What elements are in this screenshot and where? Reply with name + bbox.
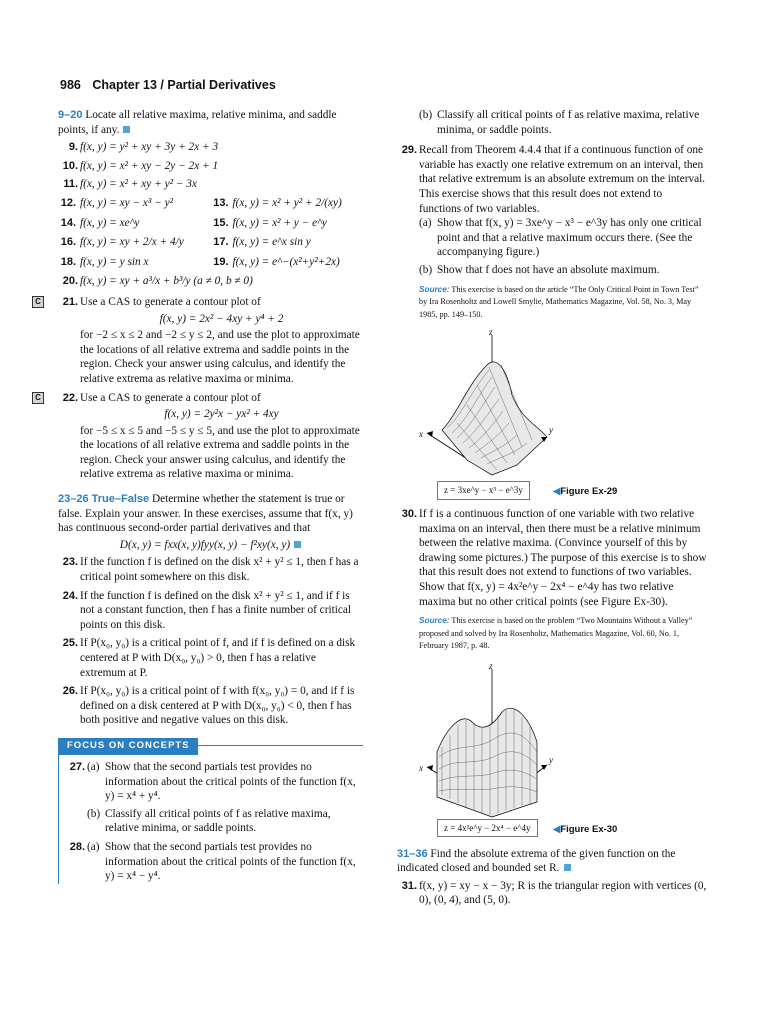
- exercise-number: 16.: [60, 236, 76, 249]
- exercise-text: Show that the second partials test provides no information about the critical points of the function f(x, y) = x⁴ + y⁴.: [105, 760, 356, 803]
- exercise-text: If P(x₀, y₀) is a critical point of f, and if f is defined on a disk centered at P with D(x₀, y₀) > 0, then f has a relative extremum at P.: [80, 637, 356, 679]
- page-number: 986: [60, 78, 81, 92]
- exercise-30: [397, 507, 707, 609]
- exercise-row-14-15: [58, 216, 363, 231]
- z-axis-label: z: [489, 327, 493, 338]
- exercise-21: [35, 295, 363, 387]
- exercise-number: 24.: [62, 589, 78, 602]
- exercise-number: 20.: [62, 275, 78, 288]
- blue-square-icon: [294, 541, 301, 548]
- exercise-equation: f(x, y) = y sin x: [80, 255, 149, 268]
- exercise-text: Classify all critical points of f as relative maxima, relative minima, or saddle points.: [437, 109, 700, 136]
- exercise-text: Classify all critical points of f as relative maxima, relative minima, or saddle points.: [105, 807, 331, 835]
- blue-square-icon: [123, 126, 130, 133]
- focus-on-concepts-box: [58, 738, 363, 884]
- exercise-equation: f(x, y) = xy + 2/x + 4/y: [80, 236, 184, 249]
- exercise-28b: [419, 108, 707, 137]
- exercise-27a: [87, 760, 363, 804]
- source-note-30: [419, 615, 707, 653]
- y-axis-label: y: [549, 754, 553, 765]
- exercise-row-12-13: [58, 196, 363, 211]
- exercise-equation: f(x, y) = x² + xy + y² − 3x: [80, 178, 197, 191]
- exercise-number: 11.: [63, 178, 78, 191]
- figure-equation-label: z = 4x²e^y − 2x⁴ − e^4y: [437, 819, 538, 838]
- exercise-equation: f(x, y) = e^−(x²+y²+2x): [232, 255, 340, 268]
- section-range: 31–36: [397, 847, 428, 860]
- exercise-22: [35, 391, 363, 483]
- exercise-equation: f(x, y) = 2y²x − yx² + 4xy: [164, 408, 279, 421]
- exercise-intro: Use a CAS to generate a contour plot of: [80, 391, 261, 404]
- figure-equation-label: z = 3xe^y − x³ − e^3y: [437, 481, 530, 500]
- exercise-equation: f(x, y) = x² + y² + 2/(xy): [232, 196, 342, 209]
- figure-caption: [553, 485, 617, 500]
- exercise-equation: f(x, y) = y² + xy + 3y + 2x + 3: [80, 141, 219, 154]
- exercise-17: [211, 235, 364, 250]
- exercise-24: [58, 589, 363, 633]
- exercise-number: 23.: [62, 556, 78, 569]
- exercise-20: [58, 274, 363, 289]
- exercise-number: 9.: [68, 141, 78, 154]
- exercise-number: 10.: [62, 159, 78, 172]
- exercise-equation: f(x, y) = xy + a³/x + b³/y (a ≠ 0, b ≠ 0): [80, 275, 253, 288]
- x-axis-label: x: [419, 762, 423, 773]
- left-triangle-icon: ◀: [553, 823, 561, 835]
- section-range: 9–20: [58, 109, 83, 121]
- exercise-equation: f(x, y) = e^x sin y: [232, 236, 311, 249]
- exercise-text: If the function f is defined on the disk x² + y² ≤ 1, then f has a critical point somewhere on this disk.: [80, 556, 359, 584]
- exercise-number: 12.: [60, 196, 76, 209]
- exercise-number: 30.: [401, 508, 417, 521]
- exercise-number: 28.: [69, 840, 85, 853]
- exercise-31: [397, 879, 707, 908]
- exercise-equation: f(x, y) = x² + xy − 2y − 2x + 1: [80, 159, 219, 172]
- exercise-text: for −5 ≤ x ≤ 5 and −5 ≤ y ≤ 5, and use the plot to approximate the locations of all relative extrema and saddle points in the region. Check your answer using calculus, and identify the relative extrema as relative maxima or minima.: [80, 424, 360, 481]
- exercise-equation: f(x, y) = x² + y − e^y: [232, 216, 327, 229]
- exercise-equation: f(x, y) = xy − x³ − y²: [80, 196, 173, 209]
- exercise-12: [58, 196, 211, 211]
- cas-badge-icon: C: [32, 392, 44, 404]
- exercise-number: 19.: [213, 255, 229, 268]
- exercise-18: [58, 255, 211, 270]
- exercise-number: 15.: [213, 216, 229, 229]
- figure-ex-30: [397, 657, 707, 833]
- part-label: (a): [87, 840, 100, 853]
- surface-plot-29: [397, 325, 707, 501]
- exercise-28a: [87, 840, 363, 884]
- exercise-number: 17.: [213, 236, 229, 249]
- exercise-16: [58, 235, 211, 250]
- section-23-26-instructions: [58, 492, 363, 552]
- surface-plot-30: [397, 657, 707, 833]
- figure-ex-29: [397, 325, 707, 501]
- right-column: [397, 108, 707, 912]
- section-9-20-instructions: [58, 108, 363, 137]
- part-label: (b): [419, 263, 433, 276]
- part-label: (a): [419, 217, 432, 230]
- source-note-29: [419, 284, 707, 322]
- exercise-14: [58, 216, 211, 231]
- exercise-row-18-19: [58, 255, 363, 270]
- exercise-number: 27.: [69, 760, 85, 773]
- section-instructions: Locate all relative maxima, relative minima, and saddle points, if any.: [58, 109, 337, 136]
- exercise-29: [397, 143, 707, 277]
- figure-caption-text: Figure Ex-29: [560, 486, 618, 498]
- exercise-19: [211, 255, 364, 270]
- part-label: (a): [87, 760, 100, 773]
- source-text: This exercise is based on the article “The Only Critical Point in Town Test” by Ira Rosenholtz and Lowell Smylie, Mathematics Magazine, Vol. 58, No. 3, May 1985, pp. 149–150.: [419, 284, 699, 319]
- left-column: [35, 108, 363, 888]
- exercise-number: 29.: [401, 144, 417, 157]
- exercise-text: If f is a continuous function of one variable with two relative maxima on an interval, then there must be a relative minimum between the relative maxima. (Convince yourself of this by drawing some pictures.) The purpose of this exercise is to show that this result does not extend to functions of two variables. Show that f(x, y) = 4x²e^y − 2x⁴ − e^4y has two relative maxima but no other critical points (see Figure Ex-30).: [419, 508, 707, 608]
- focus-on-concepts-title: FOCUS ON CONCEPTS: [59, 738, 198, 755]
- part-label: (b): [87, 807, 101, 820]
- exercise-text: If P(x₀, y₀) is a critical point of f with f(x₀, y₀) = 0, and if f is defined on a disk centered at P with D(x₀, y₀) < 0, then f has both positive and negative values on this disk.: [80, 685, 355, 727]
- exercise-number: 22.: [62, 391, 78, 404]
- exercise-equation: f(x, y) = 2x² − 4xy + y⁴ + 2: [159, 312, 284, 325]
- exercise-text: for −2 ≤ x ≤ 2 and −2 ≤ y ≤ 2, and use the plot to approximate the locations of all relative extrema and saddle points in the region. Check your answer using calculus, and identify the relative extrema as relative maxima or minima.: [80, 329, 360, 385]
- exercise-text: Show that f does not have an absolute maximum.: [437, 263, 660, 276]
- exercise-number: 31.: [401, 879, 417, 892]
- figure-caption-text: Figure Ex-30: [560, 823, 618, 835]
- blue-square-icon: [564, 864, 571, 871]
- exercise-13: [211, 196, 364, 211]
- discriminant-equation: D(x, y) = fxx(x, y)fyy(x, y) − f²xy(x, y): [119, 538, 291, 551]
- exercise-text: f(x, y) = xy − x − 3y; R is the triangular region with vertices (0, 0), (0, 4), and (5, 0).: [419, 879, 707, 907]
- section-31-36-instructions: [397, 847, 707, 876]
- exercise-10: [58, 159, 363, 174]
- exercise-intro: Use a CAS to generate a contour plot of: [80, 295, 261, 308]
- exercise-23: [58, 555, 363, 584]
- exercise-number: 13.: [213, 196, 229, 209]
- chapter-title: Chapter 13 / Partial Derivatives: [92, 78, 276, 92]
- section-instructions: Determine whether the statement is true or false. Explain your answer. In these exercises, assume that f(x, y) has continuous second-order partial derivatives and that: [58, 493, 353, 535]
- cas-badge-icon: C: [32, 296, 44, 308]
- source-label: Source:: [419, 616, 450, 626]
- exercise-text: Show that f(x, y) = 3xe^y − x³ − e^3y has only one critical point and that a relative maximum occurs there. (See the accompanying figure.): [437, 217, 702, 259]
- page-header: [60, 78, 276, 92]
- exercise-text: Recall from Theorem 4.4.4 that if a continuous function of one variable has exactly one relative extremum on an interval, then that relative extremum is an absolute extremum on the interval. This exercise shows that this result does not extend to functions of two variables.: [419, 144, 706, 215]
- source-label: Source:: [419, 284, 450, 294]
- exercise-29b: [419, 263, 707, 278]
- section-range: 23–26 True–False: [58, 493, 150, 506]
- part-label: (b): [419, 109, 433, 121]
- exercise-15: [211, 216, 364, 231]
- exercise-11: [58, 177, 363, 192]
- figure-caption: [553, 823, 617, 838]
- exercise-9: [58, 140, 363, 155]
- exercise-text: Show that the second partials test provides no information about the critical points of the function f(x, y) = x⁴ − y⁴.: [105, 840, 356, 883]
- left-triangle-icon: ◀: [553, 486, 561, 498]
- x-axis-label: x: [419, 429, 423, 440]
- exercise-26: [58, 684, 363, 728]
- exercise-number: 26.: [62, 685, 78, 698]
- exercise-number: 18.: [60, 255, 76, 268]
- exercise-number: 21.: [62, 295, 78, 308]
- exercise-number: 25.: [62, 637, 78, 650]
- exercise-25: [58, 636, 363, 680]
- exercise-27: [65, 760, 363, 836]
- exercise-27b: [87, 807, 363, 836]
- exercise-equation: f(x, y) = xe^y: [80, 216, 140, 229]
- y-axis-label: y: [549, 425, 553, 436]
- exercise-28: [65, 840, 363, 884]
- section-instructions: Find the absolute extrema of the given function on the indicated closed and bounded set R.: [397, 847, 676, 875]
- exercise-text: If the function f is defined on the disk x² + y² ≤ 1, and if f is not a constant function, then f has a finite number of critical points on this disk.: [80, 589, 352, 631]
- exercise-29a: [419, 216, 707, 260]
- source-text: This exercise is based on the problem “Two Mountains Without a Valley” proposed and solved by Ira Rosenholtz, Mathematics Magazine, Vol. 60, No. 1, February 1987, p. 48.: [419, 616, 693, 651]
- exercise-row-16-17: [58, 235, 363, 250]
- exercise-number: 14.: [60, 216, 76, 229]
- z-axis-label: z: [489, 660, 493, 671]
